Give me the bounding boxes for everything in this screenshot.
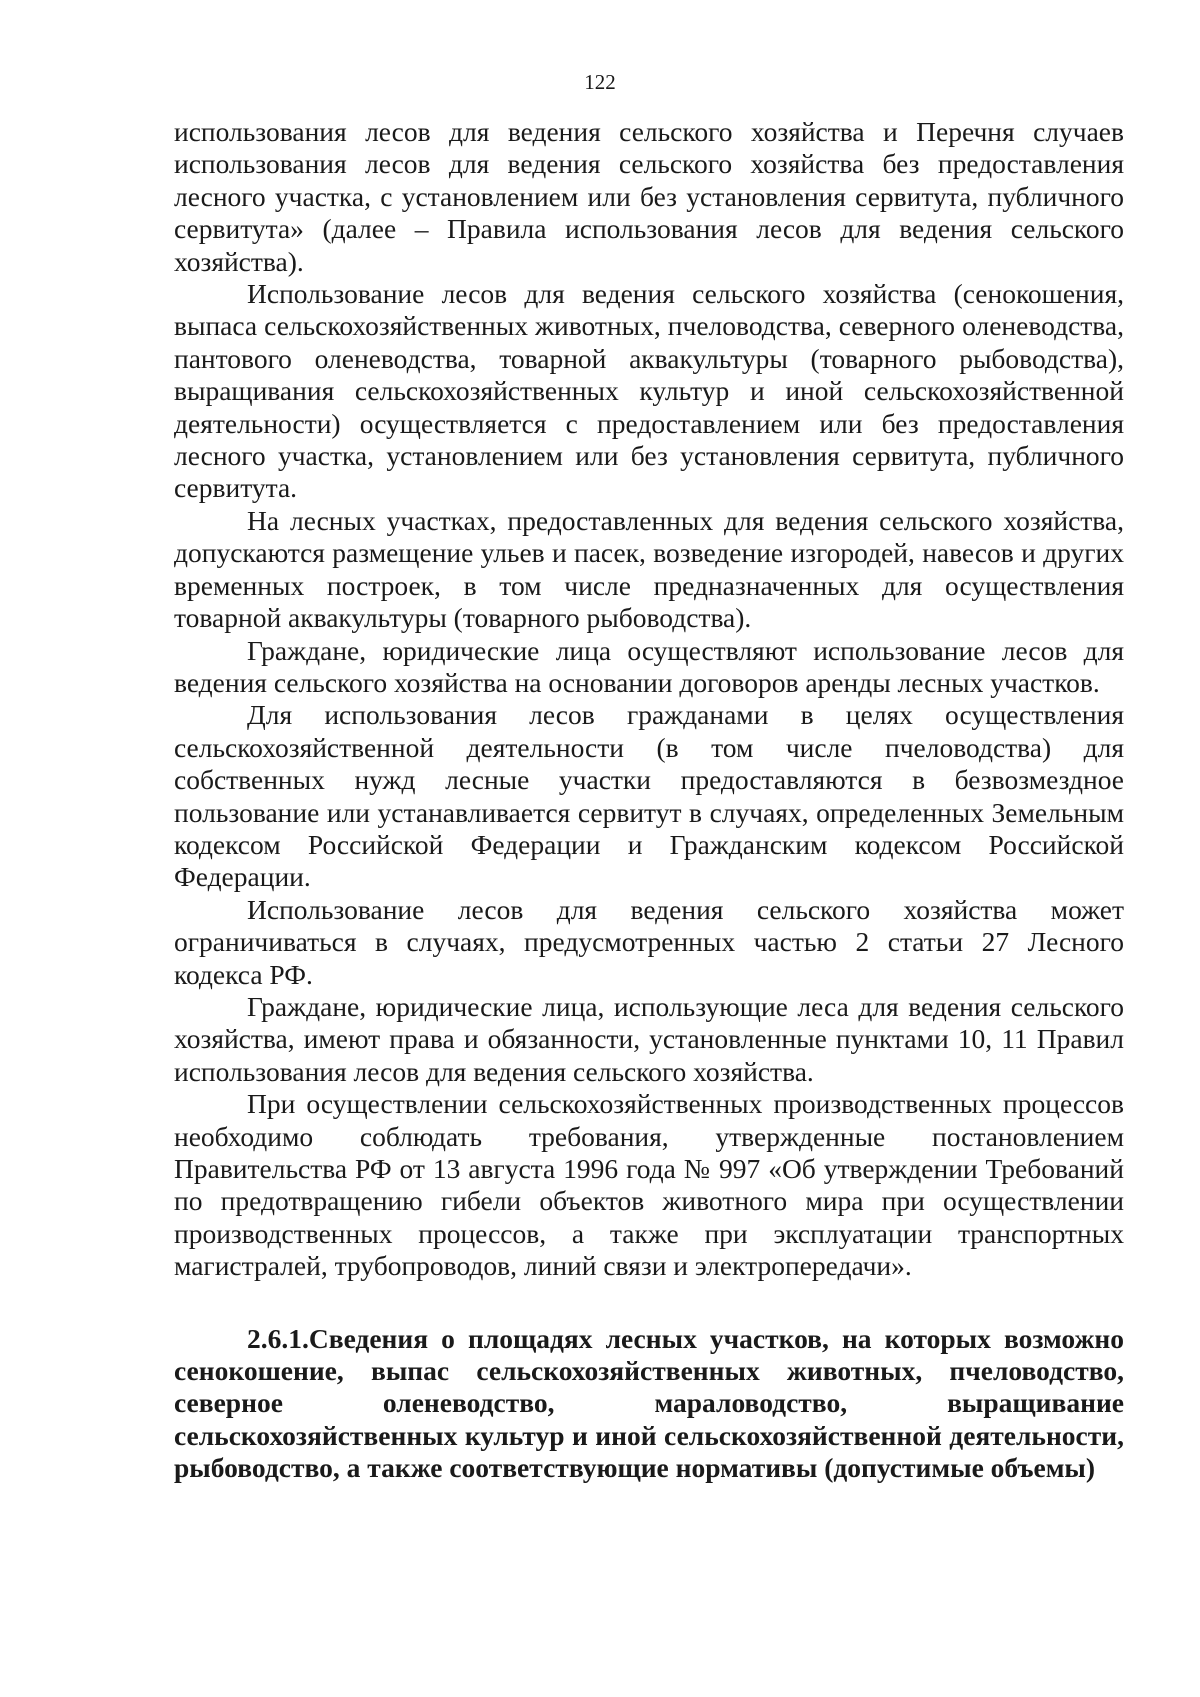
document-body (174, 116, 1124, 1485)
section-heading: 2.6.1.Сведения о площадях лесных участков, на которых возможно сенокошение, выпас сельскохозяйственных животных, пчеловодство, северное оленеводство, мараловодство, выращивание сельскохозяйственных культур и иной сельскохозяйственной деятельности, рыбоводство, а также соответствующие нормативы (допустимые объемы) (174, 1322, 1124, 1484)
paragraph: Использование лесов для ведения сельского хозяйства может ограничиваться в случаях, предусмотренных частью 2 статьи 27 Лесного кодекса РФ. (174, 893, 1124, 990)
paragraph: Использование лесов для ведения сельского хозяйства (сенокошения, выпаса сельскохозяйственных животных, пчеловодства, северного оленеводства, пантового оленеводства, товарной аквакультуры (товарного рыбоводства), выращивания сельскохозяйственных культур и иной сельскохозяйственной деятельности) осуществляется с предоставлением или без предоставления лесного участка, установлением или без установления сервитута, публичного сервитута. (174, 278, 1124, 504)
paragraph-continuation: использования лесов для ведения сельского хозяйства и Перечня случаев использования лесов для ведения сельского хозяйства без предоставления лесного участка, с установлением или без установления сервитута, публичного сервитута» (далее – Правила использования лесов для ведения сельского хозяйства). (174, 116, 1124, 277)
paragraph: Граждане, юридические лица, использующие леса для ведения сельского хозяйства, имеют права и обязанности, установленные пунктами 10, 11 Правил использования лесов для ведения сельского хозяйства. (174, 990, 1124, 1087)
paragraph: Для использования лесов гражданами в целях осуществления сельскохозяйственной деятельности (в том числе пчеловодства) для собственных нужд лесные участки предоставляются в безвозмездное пользование или устанавливается сервитут в случаях, определенных Земельным кодексом Российской Федерации и Гражданским кодексом Российской Федерации. (174, 699, 1124, 893)
paragraph: При осуществлении сельскохозяйственных производственных процессов необходимо соблюдать требования, утвержденные постановлением Правительства РФ от 13 августа 1996 года № 997 «Об утверждении Требований по предотвращению гибели объектов животного мира при осуществлении производственных процессов, а также при эксплуатации транспортных магистралей, трубопроводов, линий связи и электропередачи». (174, 1088, 1124, 1282)
paragraph: Граждане, юридические лица осуществляют использование лесов для ведения сельского хозяйства на основании договоров аренды лесных участков. (174, 634, 1124, 698)
paragraph: На лесных участках, предоставленных для ведения сельского хозяйства, допускаются размещение ульев и пасек, возведение изгородей, навесов и других временных построек, в том числе предназначенных для осуществления товарной аквакультуры (товарного рыбоводства). (174, 504, 1124, 634)
page-number: 122 (584, 70, 616, 94)
